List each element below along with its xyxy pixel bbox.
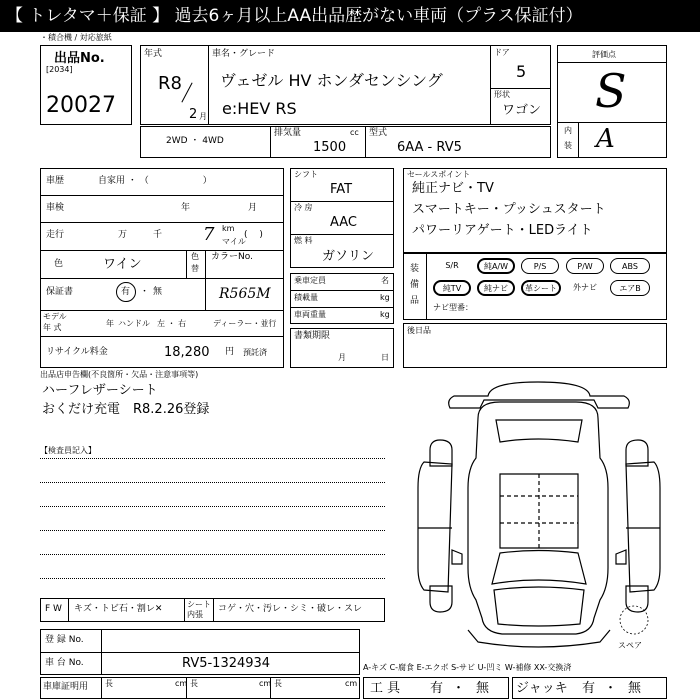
jack-no: 無 [628,681,642,696]
fuel-value: ガソリン [322,249,375,264]
cert-long-2: 長 [190,679,198,688]
spare-tire-icon [620,606,648,634]
car-damage-diagram [408,378,670,660]
aircon-label: 冷 房 [294,203,313,212]
lot-number: 20027 [46,93,116,118]
color-change-1: 色 [191,252,199,261]
notes-label: 出品店申告欄(不良箇所・欠品・注意事項等) [40,370,199,379]
top-note: ・積合機 / 対応旅紙 [40,33,112,42]
recycle-value: 18,280 [164,345,210,360]
capacity-label: 乗車定員 [294,276,326,285]
equip-power-window: P/W [566,258,604,274]
year-month: 2 [189,107,198,122]
color-change-2: 替 [191,264,199,273]
load-unit: kg [380,293,390,302]
mileage-paren: ( ) [244,230,263,240]
docs-label: 書類期限 [294,331,331,341]
legend-seat-items: コゲ・穴・汚レ・シミ・破レ・スレ [218,604,363,614]
spare-label: スペア [618,641,642,650]
right-side-panel [626,462,660,592]
displacement-value: 1500 [313,140,347,155]
inspection-label: 車検 [46,203,65,213]
tools-yes: 有 [430,681,444,696]
score-label: 評価点 [592,50,616,59]
page-banner: 【 トレタマ＋保証 】 過去6ヶ月以上AA出品歴がない車両（プラス保証付） [0,0,700,32]
sales-point-line: スマートキー・プッシュスタート [412,202,606,217]
cert-cm-3: cm [345,679,358,688]
lot-label: 出品No. [54,51,105,66]
weight-unit: kg [380,310,390,319]
rear-bumper [449,382,630,408]
aftermarket-label: 後日品 [407,326,431,335]
windshield [492,551,586,585]
legend-fw-items: キズ・トビ石・割レ✕ [74,604,163,614]
load-label: 積載量 [294,293,318,302]
front-bumper [468,630,610,647]
mileage-unit-mile: マイル [222,237,246,246]
model-year-label-1: モデル [43,312,67,321]
interior-label-2: 装 [564,141,572,150]
aftermarket-box [403,323,667,368]
mileage-value: 7 [203,224,215,245]
dealer-label: ディーラー・並行 [213,319,277,328]
inspection-year-label: 年 [181,203,191,213]
legend-seat: シート [187,600,211,609]
equip-abs: ABS [610,258,650,274]
handle-label: ハンドル [118,319,150,328]
sales-points-label: セールスポイント [407,170,471,179]
inspection-month-label: 月 [248,203,258,213]
mileage-unit-km: km [222,224,235,233]
cert-cm-2: cm [259,679,272,688]
model-label: 車名・グレード [212,49,276,59]
jack-label: ジャッキ [516,681,568,696]
history-value: 自家用 ・ （ ） [98,176,212,186]
score-value: S [595,64,627,118]
displacement-label: 排気量 [274,128,302,138]
right-front-wheel [626,586,648,612]
mileage-label: 走行 [46,230,65,240]
registration-label: 登 録 No. [45,635,84,645]
cert-long-1: 長 [105,679,113,688]
drive-value: 2WD ・ 4WD [166,136,224,146]
equip-airbag: エアB [610,280,650,296]
doors-value: 5 [516,62,527,81]
tools-no: 無 [476,681,490,696]
chassis-value: RV5-1324934 [182,656,271,671]
detail-table [40,168,284,368]
recycle-note: 預託済 [243,348,267,357]
warranty-yes: 有 [121,287,131,297]
right-mirror [616,550,626,564]
warranty-no: 無 [153,287,163,297]
notes-line: ハーフレザーシート [42,383,158,398]
shape-label: 形状 [494,90,510,99]
fuel-label: 燃 料 [294,236,313,245]
color-no-value: R565M [219,286,271,302]
equip-tv: 純TV [433,280,471,296]
equip-alloy-wheel: 純A/W [477,258,515,274]
displacement-unit: cc [350,128,359,137]
model-year-year: 年 [106,319,114,328]
mileage-man: 万 [118,230,128,240]
shift-label: シフト [294,170,318,179]
handle-options: 左 ・ 右 [157,319,187,328]
aircon-value: AAC [330,215,357,230]
docs-month: 月 [338,353,346,362]
year-value: R8 [158,73,182,94]
color-no-label: カラーNo. [211,252,253,262]
lot-id-tag: [2034] [46,65,73,74]
garage-cert-label: 車庫証明用 [43,682,89,692]
interior-value: A [596,124,615,154]
damage-codes: A-キズ C-腐食 E-エクボ S-サビ U-凹ミ W-補修 XX-交換済 [363,663,572,672]
notes-line: おくだけ充電 R8.2.26登録 [42,402,210,417]
sales-point-line: パワーリアゲート・LEDライト [412,223,593,238]
shape-value: ワゴン [502,103,542,118]
mileage-sen: 千 [153,230,163,240]
shift-value: FAT [330,182,353,197]
equip-navi: 純ナビ [477,280,515,296]
rear-window [496,420,582,442]
doors-label: ドア [494,48,510,57]
year-label: 年式 [144,49,163,59]
legend-fw: F W [45,604,62,614]
docs-day: 日 [381,353,389,362]
model-name: ヴェゼル HV ホンダセンシング [220,71,443,90]
inspector-label: 【検査員記入】 [40,446,96,455]
equip-leather-seat: 革シート [521,280,561,296]
chassis-label: 車 台 No. [45,658,84,668]
sales-point-line: 純正ナビ・TV [412,181,494,196]
weight-label: 車両重量 [294,310,326,319]
equip-sr: S/R [445,261,459,270]
recycle-unit: 円 [225,347,235,357]
left-side-panel [418,462,452,592]
equip-power-steering: P/S [521,258,559,274]
interior-label-1: 内 [564,126,572,135]
left-front-wheel [430,586,452,612]
car-body-outline [468,402,608,634]
equipment-label-2: 備 [410,280,420,290]
left-mirror [452,550,462,564]
tools-label: 工 具 [370,681,401,696]
model-code-label: 型式 [369,128,388,138]
nav-model-label: ナビ型番： [433,303,473,312]
cert-cm-1: cm [175,679,188,688]
equipment-label-1: 装 [410,264,420,274]
model-code-value: 6AA - RV5 [397,140,462,155]
hood [494,587,584,626]
year-month-suffix: 月 [199,112,207,121]
color-value: ワイン [103,257,142,272]
capacity-unit: 名 [381,276,389,285]
history-label: 車歴 [46,176,65,186]
jack-yes: 有 [582,681,596,696]
recycle-label: リサイクル料金 [46,347,108,357]
model-year-label-2: 年 式 [43,323,62,332]
equip-ext-navi: 外ナビ [573,283,597,292]
color-label: 色 [54,259,64,269]
cert-long-3: 長 [274,679,282,688]
model-grade: e:HEV RS [222,99,297,118]
equipment-label-3: 品 [410,296,420,306]
warranty-label: 保証書 [46,287,74,297]
legend-seat-2: 内張 [187,610,203,619]
